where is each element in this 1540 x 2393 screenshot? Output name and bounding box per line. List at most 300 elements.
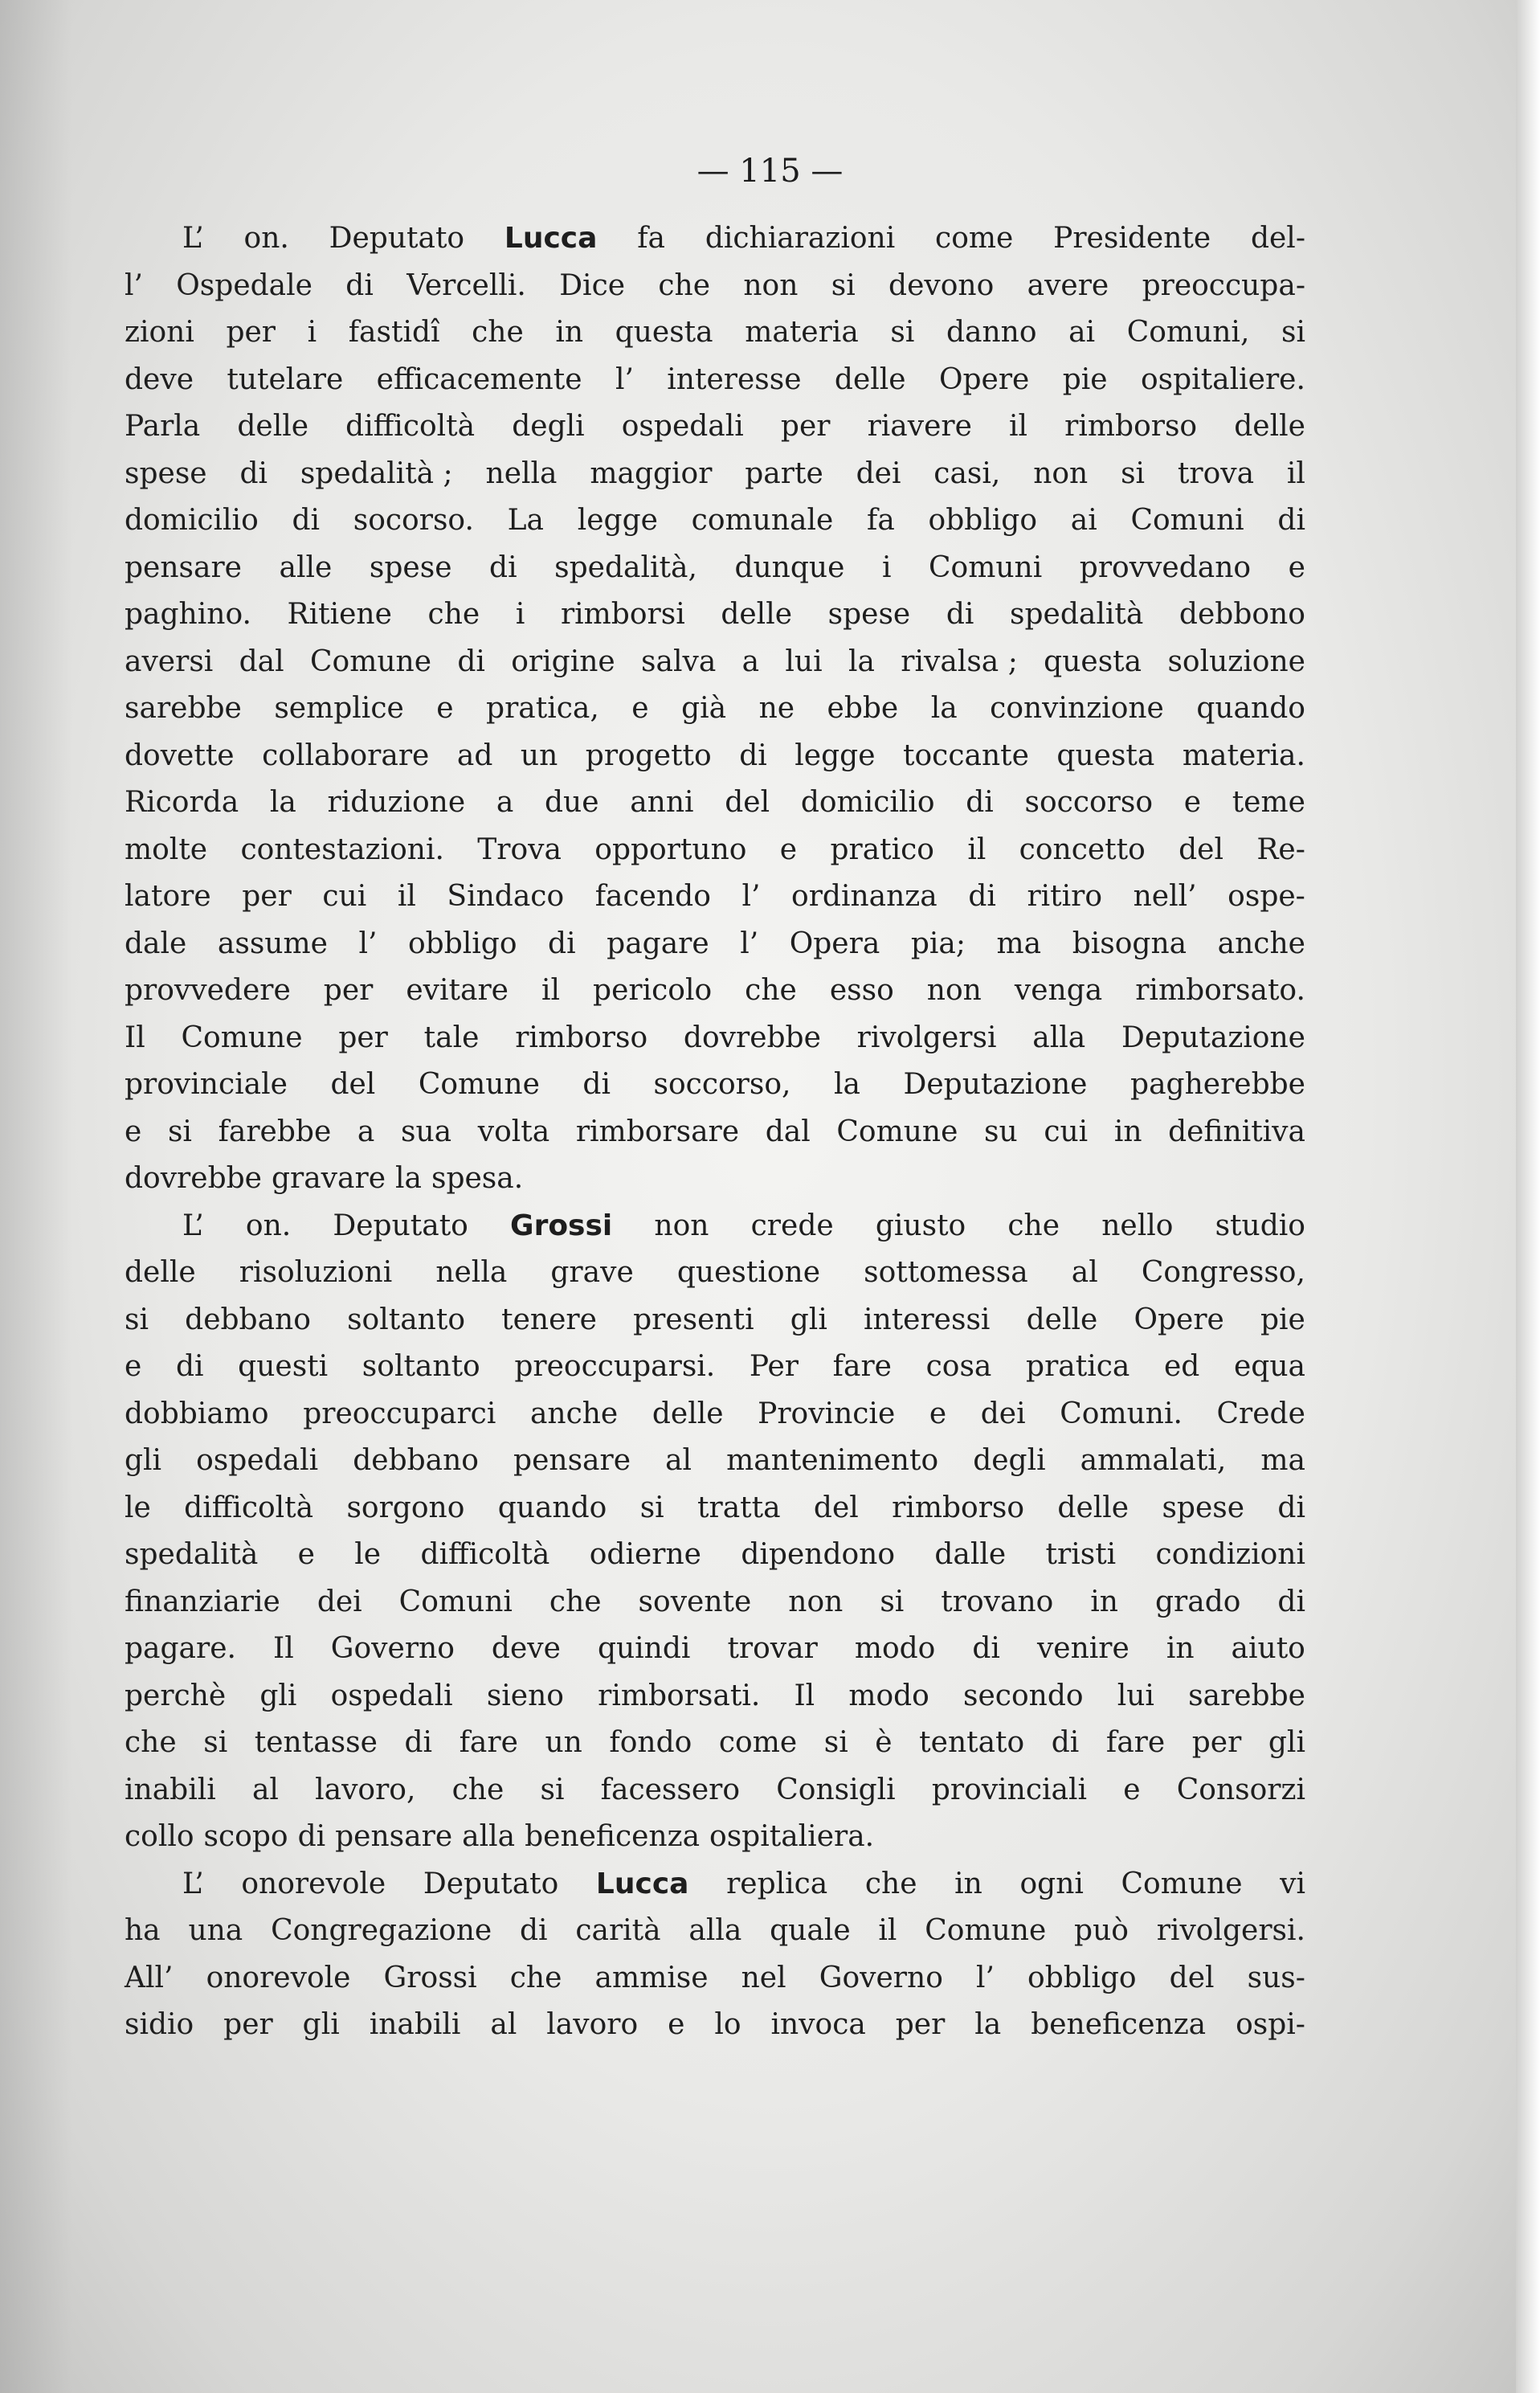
word: gli — [790, 1303, 827, 1336]
word: e — [297, 1538, 315, 1571]
word: aiuto — [1231, 1632, 1305, 1665]
word: Comune — [181, 1021, 303, 1054]
word: Congresso, — [1141, 1256, 1305, 1289]
text-line — [125, 1579, 1305, 1626]
word: spedalità — [1010, 598, 1144, 631]
word: pratico — [830, 832, 934, 866]
word: e — [436, 692, 454, 725]
word: delle — [125, 1256, 196, 1289]
word: le — [354, 1538, 382, 1571]
word: mantenimento — [726, 1444, 939, 1477]
word: Governo — [330, 1632, 455, 1665]
word: non — [926, 974, 982, 1007]
word: ne — [758, 692, 795, 725]
word: ospedali — [330, 1679, 453, 1712]
word: collaborare — [262, 738, 430, 772]
word: del — [813, 1491, 859, 1524]
word: rivolgersi — [856, 1021, 997, 1054]
word: salva — [641, 644, 717, 678]
word: lavoro — [546, 2008, 639, 2041]
word: spedalità ; — [300, 456, 453, 490]
word: Il — [794, 1679, 815, 1712]
word: Opere — [1134, 1303, 1224, 1336]
word: fa — [867, 504, 895, 537]
word: Consigli — [776, 1773, 896, 1806]
word: preoccuparci — [303, 1397, 496, 1430]
word: di — [519, 1914, 548, 1947]
word: materia — [745, 316, 859, 349]
word: l’ — [975, 1961, 995, 1994]
text-line — [125, 967, 1305, 1015]
word: dipendono — [741, 1538, 896, 1571]
text-line — [125, 263, 1305, 310]
word: dunque — [734, 550, 845, 584]
word: presenti — [633, 1303, 754, 1336]
word: gli — [125, 1444, 162, 1477]
word: casi, — [933, 456, 1001, 490]
word: ai — [1068, 316, 1096, 349]
word: di — [548, 927, 576, 960]
word: di — [946, 598, 974, 631]
word: pensare — [335, 1820, 453, 1853]
text-line — [125, 1391, 1305, 1438]
word: si — [167, 1115, 192, 1148]
word: carità — [575, 1914, 661, 1947]
word: dovette — [125, 738, 235, 772]
word: anni — [630, 786, 694, 819]
word: rimborso — [515, 1021, 648, 1054]
word: contestazioni. — [240, 832, 444, 866]
word: dovrebbe — [125, 1162, 262, 1195]
word: spese — [125, 456, 207, 490]
word: dobbiamo — [125, 1397, 269, 1430]
text-line — [125, 1485, 1305, 1532]
word: può — [1074, 1914, 1129, 1947]
word: avere — [1027, 268, 1109, 302]
word: comunale — [691, 504, 834, 537]
page-shadow-left — [0, 0, 72, 2393]
word: al — [665, 1444, 692, 1477]
word: si — [890, 316, 915, 349]
word: odierne — [589, 1538, 701, 1571]
word: interesse — [667, 362, 802, 396]
word: in — [555, 316, 584, 349]
word: di — [1277, 1585, 1305, 1618]
word: l’ — [358, 927, 378, 960]
word: ammise — [594, 1961, 709, 1994]
word: rimborsati. — [598, 1679, 761, 1712]
word: trova — [1177, 456, 1255, 490]
word: Per — [749, 1350, 799, 1383]
word: Crede — [1216, 1397, 1305, 1430]
word: per — [895, 2008, 946, 2041]
text-line — [125, 779, 1305, 827]
word: si — [880, 1585, 905, 1618]
word: di — [345, 268, 374, 302]
word: sovente — [638, 1585, 752, 1618]
word: Provincie — [758, 1397, 896, 1430]
word: un — [520, 738, 558, 772]
word: a — [357, 1115, 375, 1148]
word: soccorso, — [653, 1068, 791, 1101]
word: per — [223, 2008, 273, 2041]
word: si — [639, 1491, 664, 1524]
word: nell’ — [1133, 880, 1197, 913]
word: fa — [637, 222, 666, 255]
word: tratta — [697, 1491, 781, 1524]
text-line — [125, 215, 1305, 263]
word: studio — [1215, 1209, 1305, 1242]
word: trovar — [727, 1632, 818, 1665]
word: Trova — [477, 832, 562, 866]
word: le — [125, 1491, 151, 1524]
word: zioni — [125, 316, 194, 349]
word: su — [984, 1115, 1018, 1148]
word: tentato — [919, 1726, 1025, 1759]
word: facendo — [594, 880, 711, 913]
word: Comune — [310, 644, 432, 678]
text-line — [125, 2002, 1305, 2049]
word: cosa — [925, 1350, 992, 1383]
word: Deputato — [333, 1209, 468, 1242]
word: lui — [785, 644, 823, 678]
word: è — [875, 1726, 893, 1759]
word: venga — [1014, 974, 1103, 1007]
word: i — [881, 550, 892, 584]
word: di — [582, 1068, 611, 1101]
word: Comune — [925, 1914, 1047, 1947]
word: paghino. — [125, 598, 251, 631]
word: il — [397, 880, 416, 913]
word: questa — [615, 316, 713, 349]
word: evitare — [406, 974, 509, 1007]
word: gravare — [271, 1162, 386, 1195]
word: Ritiene — [287, 598, 392, 631]
text-line — [125, 1015, 1305, 1062]
word: alle — [279, 550, 333, 584]
word: e — [125, 1350, 142, 1383]
word: che — [864, 1867, 917, 1900]
word: rivolgersi. — [1156, 1914, 1305, 1947]
word: bisogna — [1072, 927, 1187, 960]
word: socorso. — [353, 504, 474, 537]
word: rimborso — [1064, 410, 1198, 443]
word: Dice — [559, 268, 626, 302]
word: l’ — [741, 880, 761, 913]
word: Deputato — [423, 1867, 559, 1900]
word: spese — [1162, 1491, 1245, 1524]
text-line — [125, 1955, 1305, 2002]
text-line — [125, 685, 1305, 733]
word: Comuni — [1130, 504, 1244, 537]
text-line — [125, 1861, 1305, 1908]
word: a — [741, 644, 760, 678]
word: soltanto — [362, 1350, 480, 1383]
text-line — [125, 827, 1305, 874]
word: il — [967, 832, 986, 866]
word: fondo — [609, 1726, 692, 1759]
word: trovano — [941, 1585, 1054, 1618]
word: ed — [1164, 1350, 1200, 1383]
word: rivalsa ; — [901, 644, 1018, 678]
word: pagare. — [125, 1632, 236, 1665]
word: pie — [1260, 1303, 1305, 1336]
word: soltanto — [347, 1303, 465, 1336]
word: Deputazione — [1121, 1021, 1305, 1054]
text-line — [125, 403, 1305, 451]
word: origine — [511, 644, 615, 678]
word: onorevole — [241, 1867, 386, 1900]
word: delle — [1057, 1491, 1129, 1524]
word: a — [496, 786, 514, 819]
word: Re- — [1256, 832, 1305, 866]
word: onorevole — [206, 1961, 351, 1994]
word: e — [668, 2008, 685, 2041]
word: modo — [848, 1679, 929, 1712]
word: modo — [854, 1632, 936, 1665]
word: nella — [485, 456, 558, 490]
word: di — [404, 1726, 433, 1759]
text-line — [125, 921, 1305, 968]
word: di — [457, 644, 485, 678]
word: delle — [652, 1397, 724, 1430]
word: la — [974, 2008, 1002, 2041]
word: si — [1281, 316, 1305, 349]
word: due — [544, 786, 599, 819]
word: che — [451, 1773, 504, 1806]
word: al — [1071, 1256, 1098, 1289]
word: delle — [237, 410, 309, 443]
word: assume — [217, 927, 328, 960]
word: materia. — [1182, 738, 1305, 772]
word: di — [1277, 504, 1305, 537]
word: tenere — [501, 1303, 597, 1336]
word: Consorzi — [1176, 1773, 1305, 1806]
word: i — [307, 316, 317, 349]
word: venire — [1036, 1632, 1129, 1665]
word: spese — [369, 550, 452, 584]
word: che — [427, 598, 480, 631]
word: del — [725, 786, 770, 819]
word: sidio — [125, 2008, 194, 2041]
word: il — [1286, 456, 1305, 490]
word: che — [745, 974, 797, 1007]
word: quando — [497, 1491, 607, 1524]
word: collo — [125, 1820, 194, 1853]
word: Il — [273, 1632, 294, 1665]
word: e — [125, 1115, 142, 1148]
text-line — [125, 1626, 1305, 1673]
word: che — [1007, 1209, 1060, 1242]
word: Comuni. — [1060, 1397, 1183, 1430]
word: difficoltà — [184, 1491, 314, 1524]
word: cui — [322, 880, 367, 913]
word: domicilio — [125, 504, 259, 537]
word: Parla — [125, 410, 201, 443]
word: spesa. — [431, 1162, 524, 1195]
word: la — [395, 1162, 422, 1195]
word: quindi — [597, 1632, 691, 1665]
text-line — [125, 733, 1305, 780]
word: e — [1288, 550, 1305, 584]
word: L’ — [182, 1209, 204, 1242]
word: in — [1166, 1632, 1195, 1665]
word: ospi- — [1236, 2008, 1305, 2041]
text-line — [125, 1297, 1305, 1344]
word: difficoltà — [345, 410, 476, 443]
word: di — [1051, 1726, 1080, 1759]
word: obbligo — [928, 504, 1038, 537]
word: nel — [741, 1961, 786, 1994]
word: dei — [980, 1397, 1026, 1430]
word: delle — [721, 598, 793, 631]
word: obbligo — [407, 927, 517, 960]
word: efficacemente — [376, 362, 582, 396]
word: ospe- — [1228, 880, 1305, 913]
word: gli — [259, 1679, 297, 1712]
text-line — [125, 1438, 1305, 1485]
word: Governo — [819, 1961, 943, 1994]
word: ha — [125, 1914, 161, 1947]
word: la — [269, 786, 296, 819]
text-line — [125, 309, 1305, 357]
word: Opere — [938, 362, 1030, 396]
text-line — [125, 639, 1305, 686]
word: ospedali — [196, 1444, 319, 1477]
word: preoccupa- — [1142, 268, 1305, 302]
word: facessero — [600, 1773, 741, 1806]
text-line — [125, 1156, 1305, 1203]
word: replica — [726, 1867, 828, 1900]
word: molte — [125, 832, 208, 866]
word: ammalati, — [1080, 1444, 1227, 1477]
word: pensare — [125, 550, 242, 584]
word: in — [1090, 1585, 1118, 1618]
word: la — [930, 692, 958, 725]
word: si — [1121, 456, 1146, 490]
word: come — [718, 1726, 798, 1759]
text-line — [125, 591, 1305, 639]
word: un — [545, 1726, 582, 1759]
word: gli — [1268, 1726, 1305, 1759]
word: dichiarazioni — [705, 222, 896, 255]
word: perchè — [125, 1679, 227, 1712]
word: lui — [1117, 1679, 1154, 1712]
word: ordinanza — [791, 880, 937, 913]
word: ad — [456, 738, 493, 772]
word: che — [549, 1585, 602, 1618]
word: e — [779, 832, 798, 866]
word: l’ — [615, 362, 634, 396]
word: dal — [239, 644, 284, 678]
word: anche — [1217, 927, 1305, 960]
word: sorgono — [346, 1491, 465, 1524]
word: opportuno — [594, 832, 747, 866]
word: invoca — [770, 2008, 866, 2041]
word: che — [472, 316, 524, 349]
word: sottomessa — [864, 1256, 1028, 1289]
word: si — [540, 1773, 565, 1806]
word: esso — [829, 974, 894, 1007]
word: scopo — [203, 1820, 288, 1853]
word: rimborsi — [560, 598, 685, 631]
word: giusto — [875, 1209, 966, 1242]
word: obbligo — [1027, 1961, 1137, 1994]
word: di — [739, 738, 767, 772]
word: per — [338, 1021, 388, 1054]
word: questa — [1056, 738, 1155, 772]
word: ospedali — [621, 410, 744, 443]
word: deve — [125, 362, 194, 396]
word: si — [125, 1303, 149, 1336]
word: dale — [125, 927, 187, 960]
word: fare — [1105, 1726, 1166, 1759]
word: si — [831, 268, 856, 302]
text-line — [125, 1203, 1305, 1250]
word: volta — [477, 1115, 550, 1148]
word: del- — [1250, 222, 1305, 255]
word: la — [848, 644, 875, 678]
word: per — [242, 880, 292, 913]
word: del — [1178, 832, 1223, 866]
word: di — [175, 1350, 204, 1383]
word: ogni — [1019, 1867, 1084, 1900]
text-line — [125, 1109, 1305, 1156]
word: pericolo — [593, 974, 713, 1007]
word: si — [203, 1726, 228, 1759]
word: per — [1191, 1726, 1242, 1759]
word: Vercelli. — [406, 268, 526, 302]
word: che — [509, 1961, 562, 1994]
word: dalle — [934, 1538, 1007, 1571]
text-line — [125, 1673, 1305, 1720]
word: provvedano — [1079, 550, 1252, 584]
word: Comuni — [398, 1585, 513, 1618]
word: e — [1183, 786, 1202, 819]
speaker-name: Lucca — [595, 1867, 689, 1900]
word: di — [968, 880, 996, 913]
page-number: — 115 — — [696, 153, 844, 190]
word: All’ — [125, 1961, 174, 1994]
speaker-name: Grossi — [510, 1209, 613, 1242]
word: Comuni — [929, 550, 1043, 584]
word: concetto — [1019, 832, 1146, 866]
word: spedalità, — [554, 550, 697, 584]
word: parte — [745, 456, 823, 490]
text-line — [125, 1250, 1305, 1297]
word: che — [658, 268, 711, 302]
word: riavere — [867, 410, 972, 443]
word: dei — [856, 456, 901, 490]
word: sieno — [486, 1679, 564, 1712]
word: soccorso — [1024, 786, 1154, 819]
word: Ricorda — [125, 786, 239, 819]
word: convinzione — [990, 692, 1164, 725]
word: pie — [1062, 362, 1108, 396]
word: anche — [529, 1397, 619, 1430]
word: i — [515, 598, 525, 631]
word: spese — [827, 598, 911, 631]
word: gli — [302, 2008, 340, 2041]
text-line — [125, 497, 1305, 545]
word: alla — [688, 1914, 742, 1947]
word: Ospedale — [176, 268, 312, 302]
word: preoccuparsi. — [514, 1350, 716, 1383]
text-line — [125, 1767, 1305, 1814]
word: Deputato — [329, 222, 465, 255]
word: provvedere — [125, 974, 291, 1007]
page-margin-right — [1516, 0, 1540, 2393]
